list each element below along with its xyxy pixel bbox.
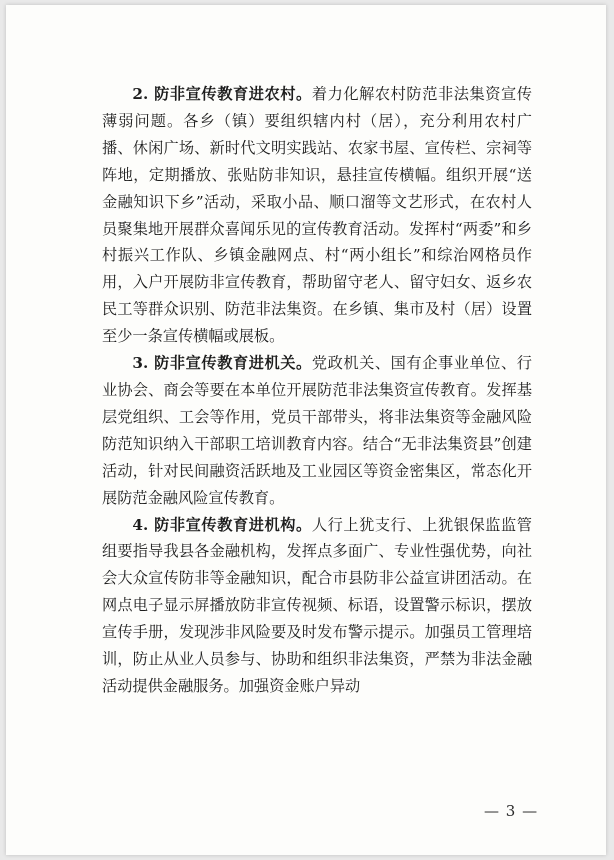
paragraph-rural (102, 81, 532, 350)
paragraph-institutions (102, 512, 532, 700)
paragraph-heading: 2. 防非宣传教育进农村。 (132, 85, 312, 103)
paragraph-agencies (102, 350, 532, 511)
page-number: — 3 — (484, 802, 539, 820)
paragraph-text: 党政机关、国有企事业单位、行业协会、商会等要在本单位开展防范非法集资宣传教育。发挥基层党组织、工会等作用，党员干部带头，将非法集资等金融风险防范知识纳入干部职工培训教育内容。结合“无非法集资县”创建活动，针对民间融资活跃地及工业园区等资金密集区，常态化开展防范金融风险宣传教育。 (102, 354, 532, 507)
paragraph-text: 着力化解农村防范非法集资宣传薄弱问题。各乡（镇）要组织辖内村（居），充分利用农村广播、休闲广场、新时代文明实践站、农家书屋、宣传栏、宗祠等阵地，定期播放、张贴防非知识，悬挂宣传横幅。组织开展“送金融知识下乡”活动，采取小品、顺口溜等文艺形式，在农村人员聚集地开展群众喜闻乐见的宣传教育活动。发挥村“两委”和乡村振兴工作队、乡镇金融网点、村“两小组长”和综治网格员作用，入户开展防非宣传教育，帮助留守老人、留守妇女、返乡农民工等群众识别、防范非法集资。在乡镇、集市及村（居）设置至少一条宣传横幅或展板。 (102, 85, 532, 346)
document-body (102, 81, 532, 700)
document-page (6, 5, 606, 855)
paragraph-heading: 3. 防非宣传教育进机关。 (132, 354, 312, 373)
paragraph-text: 人行上犹支行、上犹银保监监管组要指导我县各金融机构，发挥点多面广、专业性强优势，向社会大众宣传防非等金融知识，配合市县防非公益宣讲团活动。在网点电子显示屏播放防非宣传视频、标语，设置警示标识，摆放宣传手册，发现涉非风险要及时发布警示提示。加强员工管理培训，防止从业人员参与、协助和组织非法集资，严禁为非法金融活动提供金融服务。加强资金账户异动 (102, 515, 532, 695)
paragraph-heading: 4. 防非宣传教育进机构。 (132, 515, 312, 534)
